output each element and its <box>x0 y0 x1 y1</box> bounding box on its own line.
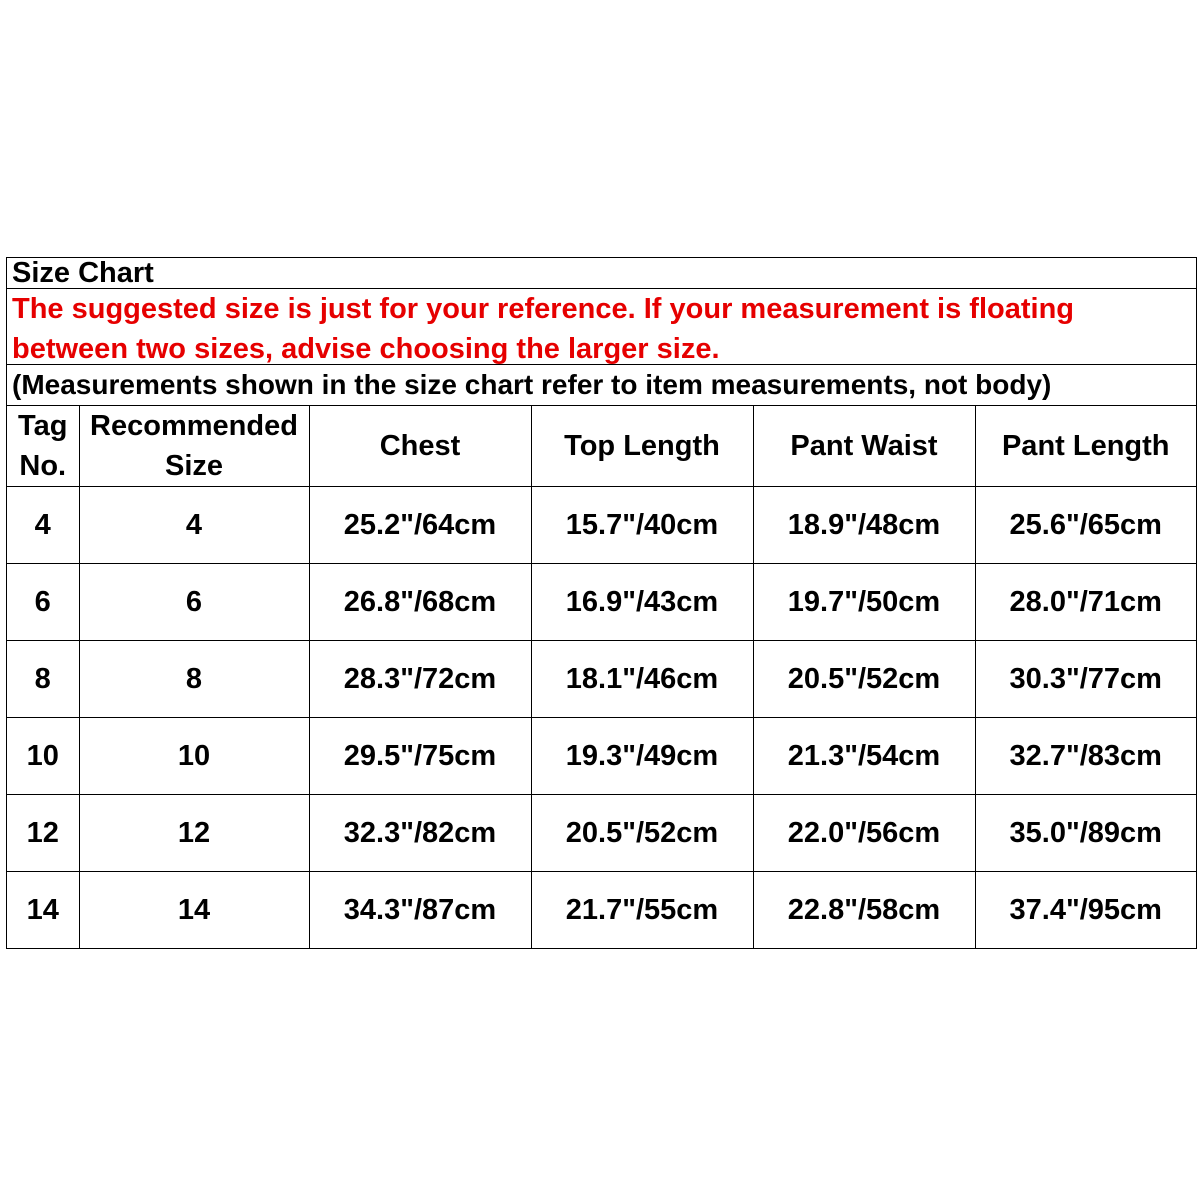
size-advice-note: The suggested size is just for your reference. If your measurement is floating between two sizes, advise choosing the larger size. <box>7 289 1196 365</box>
cell-pant-waist: 19.7"/50cm <box>753 564 975 641</box>
table-row <box>7 487 1196 564</box>
cell-top-length: 16.9"/43cm <box>531 564 753 641</box>
table-row <box>7 718 1196 795</box>
cell-recommended-size: 10 <box>79 718 309 795</box>
cell-chest: 26.8"/68cm <box>309 564 531 641</box>
cell-pant-waist: 22.8"/58cm <box>753 872 975 949</box>
cell-chest: 28.3"/72cm <box>309 641 531 718</box>
cell-pant-length: 25.6"/65cm <box>975 487 1196 564</box>
cell-pant-waist: 20.5"/52cm <box>753 641 975 718</box>
table-row <box>7 795 1196 872</box>
cell-pant-length: 30.3"/77cm <box>975 641 1196 718</box>
cell-chest: 34.3"/87cm <box>309 872 531 949</box>
table-row <box>7 564 1196 641</box>
header-recommended-size: Recommended Size <box>79 406 309 487</box>
size-chart <box>6 257 1197 949</box>
header-tag-no: Tag No. <box>7 406 79 487</box>
cell-pant-length: 37.4"/95cm <box>1009 893 1162 926</box>
header-pant-waist: Pant Waist <box>753 406 975 487</box>
cell-chest: 32.3"/82cm <box>309 795 531 872</box>
header-chest: Chest <box>309 406 531 487</box>
cell-top-length: 19.3"/49cm <box>531 718 753 795</box>
measurement-disclaimer: (Measurements shown in the size chart refer to item measurements, not body) <box>7 365 1196 406</box>
table-row <box>7 641 1196 718</box>
cell-tag-no: 12 <box>7 795 79 872</box>
table-header-row <box>7 406 1196 487</box>
cell-tag-no: 8 <box>7 641 79 718</box>
cell-top-length: 15.7"/40cm <box>531 487 753 564</box>
cell-chest: 29.5"/75cm <box>309 718 531 795</box>
cell-tag-no: 14 <box>7 872 79 949</box>
header-top-length: Top Length <box>531 406 753 487</box>
cell-tag-no: 10 <box>7 718 79 795</box>
cell-pant-length: 28.0"/71cm <box>975 564 1196 641</box>
cell-recommended-size: 6 <box>79 564 309 641</box>
cell-recommended-size: 4 <box>79 487 309 564</box>
cell-recommended-size: 14 <box>79 872 309 949</box>
cell-top-length: 21.7"/55cm <box>531 872 753 949</box>
header-pant-length: Pant Length <box>975 406 1196 487</box>
size-table <box>7 406 1196 948</box>
cell-pant-waist: 22.0"/56cm <box>753 795 975 872</box>
cell-recommended-size: 12 <box>79 795 309 872</box>
cell-recommended-size: 8 <box>79 641 309 718</box>
cell-pant-waist: 18.9"/48cm <box>753 487 975 564</box>
cell-pant-waist: 21.3"/54cm <box>753 718 975 795</box>
cell-tag-no: 6 <box>7 564 79 641</box>
table-row <box>7 872 1196 949</box>
cell-pant-length: 32.7"/83cm <box>975 718 1196 795</box>
cell-top-length: 18.1"/46cm <box>531 641 753 718</box>
cell-pant-length: 35.0"/89cm <box>975 795 1196 872</box>
cell-tag-no: 4 <box>7 487 79 564</box>
cell-chest: 25.2"/64cm <box>309 487 531 564</box>
chart-title: Size Chart <box>7 258 1196 289</box>
cell-top-length: 20.5"/52cm <box>531 795 753 872</box>
